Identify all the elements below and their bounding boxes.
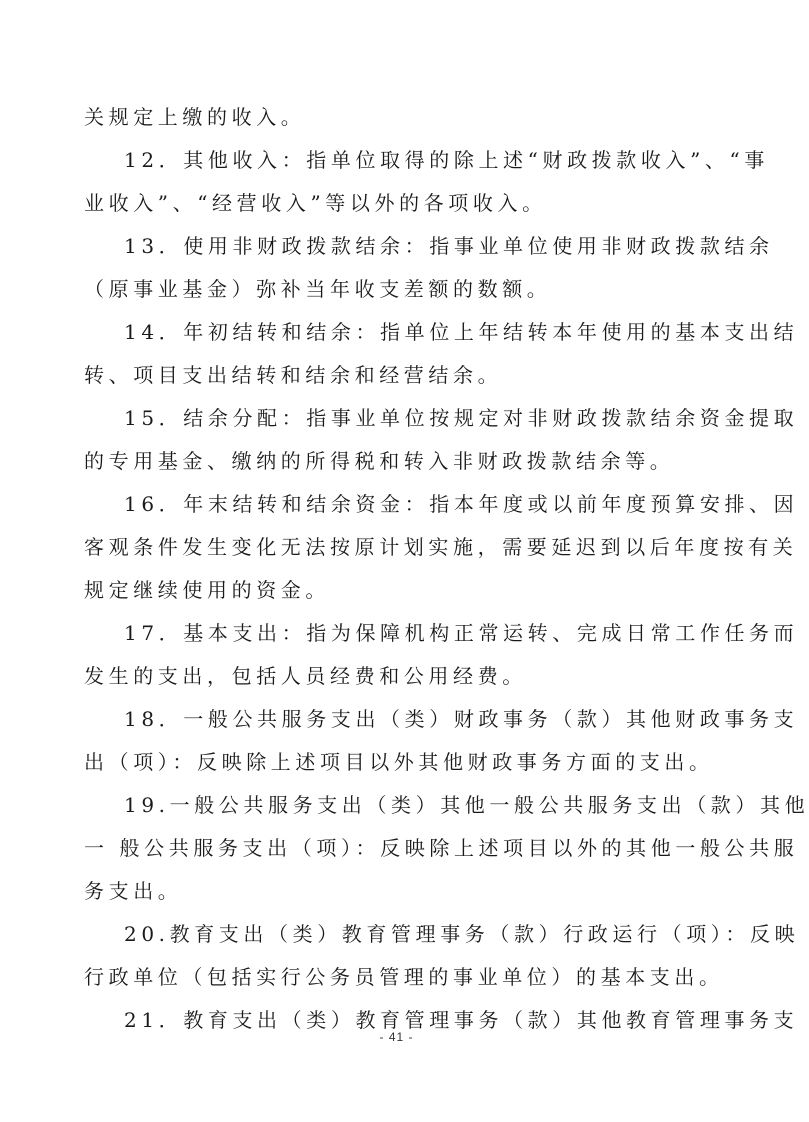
text-line: 行政单位（包括实行公务员管理的事业单位）的基本支出。: [84, 965, 724, 989]
text-line: 的专用基金、缴纳的所得税和转入非财政拨款结余等。: [84, 449, 675, 473]
text-line: 规定继续使用的资金。: [84, 578, 330, 602]
text-line: （原事业基金）弥补当年收支差额的数额。: [84, 277, 552, 301]
text-line: 关规定上缴的收入。: [84, 105, 306, 129]
text-line: 18．一般公共服务支出（类）财政事务（款）其他财政事务支: [124, 707, 799, 731]
text-line: 转、项目支出结转和结余和经营结余。: [84, 363, 503, 387]
text-line: 出（项）：反映除上述项目以外其他财政事务方面的支出。: [84, 750, 714, 774]
text-line: 客观条件发生变化无法按原计划实施，需要延迟到以后年度按有关: [84, 535, 798, 559]
text-line: 12．其他收入：指单位取得的除上述“财政拨款收入”、“事: [124, 148, 769, 172]
text-line: 21．教育支出（类）教育管理事务（款）其他教育管理事务支: [124, 1008, 799, 1032]
text-line: 19.一般公共服务支出（类）其他一般公共服务支出（款）其他: [124, 793, 809, 817]
text-line: 15．结余分配：指事业单位按规定对非财政拨款结余资金提取: [124, 406, 799, 430]
text-line: 13．使用非财政拨款结余：指事业单位使用非财政拨款结余: [124, 234, 774, 258]
text-line: 14．年初结转和结余：指单位上年结转本年使用的基本支出结: [124, 320, 799, 344]
text-line: 发生的支出，包括人员经费和公用经费。: [84, 664, 527, 688]
text-line: 业收入”、“经营收入”等以外的各项收入。: [84, 191, 547, 215]
text-line: 17．基本支出：指为保障机构正常运转、完成日常工作任务而: [124, 621, 799, 645]
text-line: 一 般公共服务支出（项）：反映除上述项目以外的其他一般公共服: [84, 836, 799, 860]
text-line: 16．年末结转和结余资金：指本年度或以前年度预算安排、因: [124, 492, 799, 516]
text-line: 务支出。: [84, 879, 183, 903]
text-line: 20.教育支出（类）教育管理事务（款）行政运行（项）：反映: [124, 922, 800, 946]
page-number: - 41 -: [379, 1030, 414, 1044]
